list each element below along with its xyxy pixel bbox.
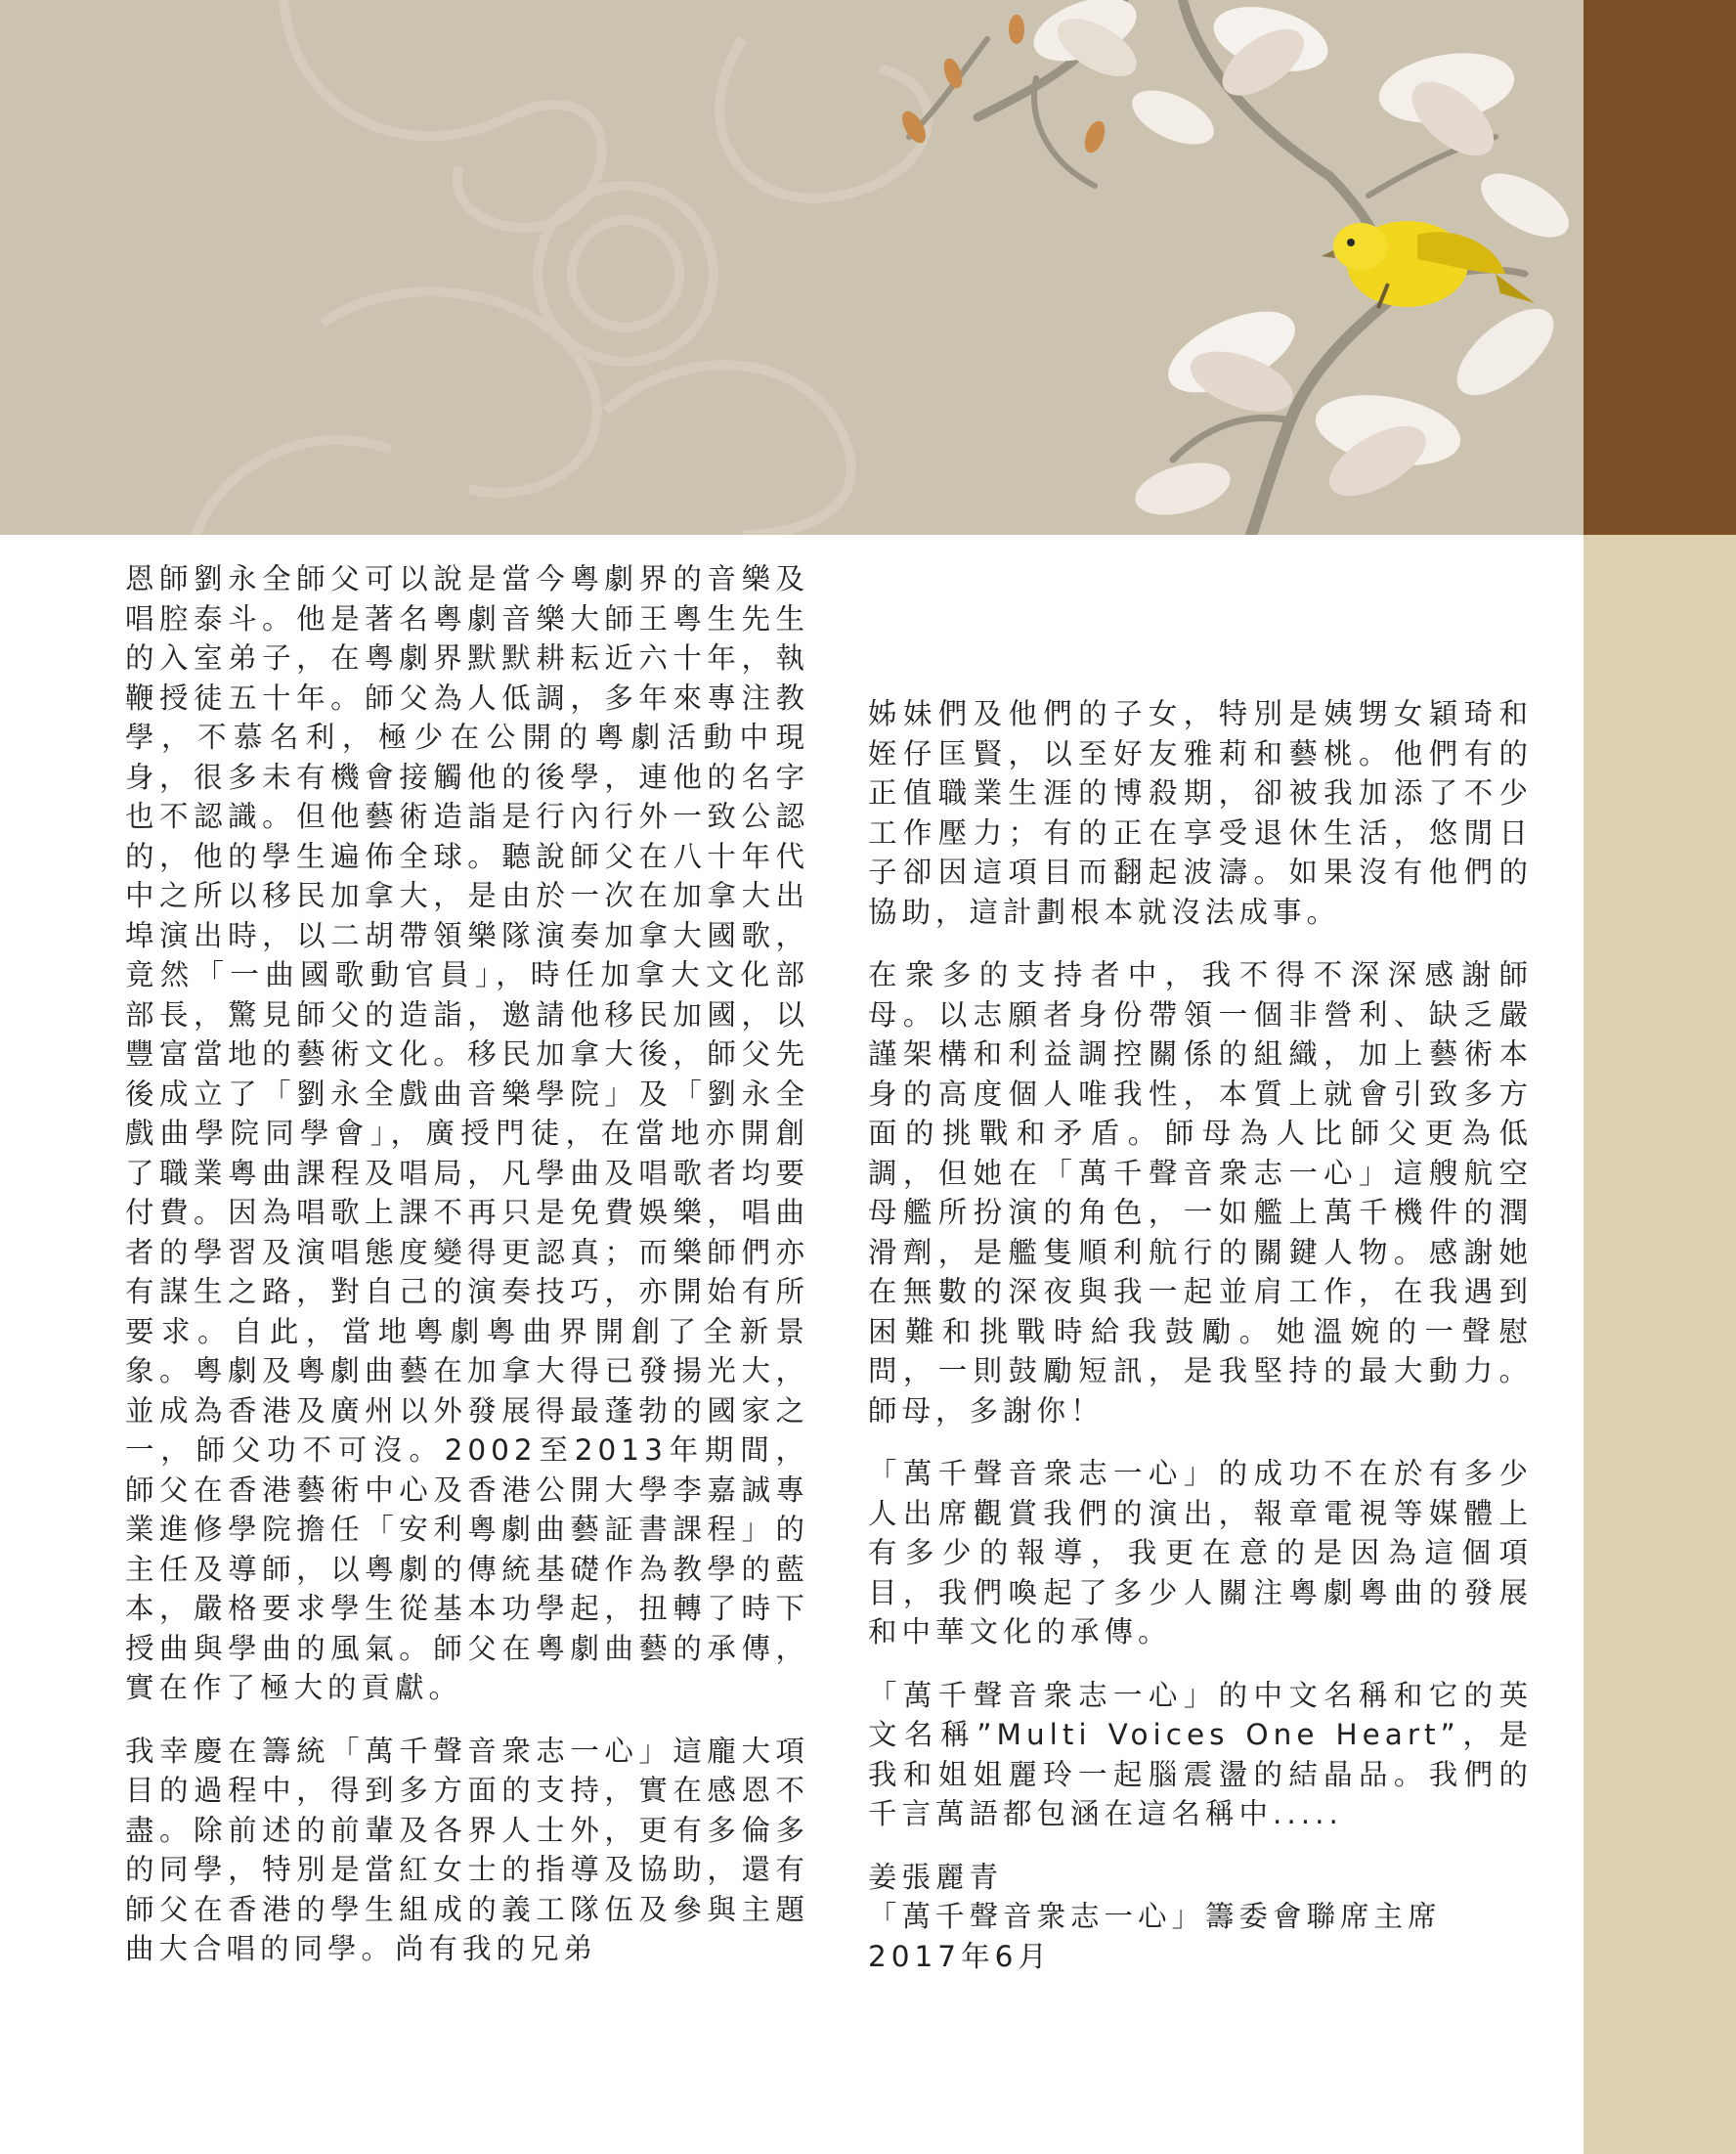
signature-date: 2017年6月: [868, 1939, 1052, 1973]
article-paragraph: 「萬千聲音衆志一心」的中文名稱和它的英文名稱”Multi Voices One Heart”，是我和姐姐麗玲一起腦震盪的結晶品。我們的千言萬語都包涵在這名稱中.....: [868, 1678, 1533, 1830]
article-paragraph: 「萬千聲音衆志一心」的成功不在於有多少人出席觀賞我們的演出，報章電視等媒體上有多少的報導，我更在意的是因為這個項目，我們喚起了多少人關注粵劇粵曲的發展和中華文化的承傳。: [868, 1457, 1533, 1648]
signature-title: 「萬千聲音衆志一心」籌委會聯席主席: [868, 1900, 1442, 1933]
article-column-right: [868, 694, 1533, 1976]
article-paragraph: 在衆多的支持者中，我不得不深深感謝師母。以志願者身份帶領一個非營利、缺乏嚴謹架構和利益調控關係的組織，加上藝術本身的高度個人唯我性，本質上就會引致多方面的挑戰和矛盾。師母為人比師父更為低調，但她在「萬千聲音衆志一心」這艘航空母艦所扮演的角色，一如艦上萬千機件的潤滑劑，是艦隻順利航行的關鍵人物。感謝她在無數的深夜與我一起並肩工作，在我遇到困難和挑戰時給我鼓勵。她溫婉的一聲慰問，一則鼓勵短訊，是我堅持的最大動力。師母，多謝你！: [868, 958, 1533, 1428]
magnolia-bird-illustration: [0, 0, 1584, 535]
signature-name: 姜張麗青: [868, 1860, 1004, 1894]
side-accent-bar-bottom: [1584, 535, 1736, 2154]
article-paragraph: 姊妹們及他們的子女，特別是姨甥女穎琦和姪仔匡賢，以至好友雅莉和藝桃。他們有的正值職業生涯的博殺期，卻被我加添了不少工作壓力；有的正在享受退休生活，悠閒日子卻因這項目而翻起波濤。如果沒有他們的協助，這計劃根本就沒法成事。: [868, 697, 1533, 929]
yellow-bird: [1322, 221, 1535, 308]
side-accent-bar-top: [1584, 0, 1736, 535]
ornament-pattern: [195, 0, 928, 535]
article-paragraph: 恩師劉永全師父可以說是當今粵劇界的音樂及唱腔泰斗。他是著名粵劇音樂大師王粵生先生的入室弟子，在粵劇界默默耕耘近六十年，執鞭授徒五十年。師父為人低調，多年來專注教學，不慕名利，極少在公開的粵劇活動中現身，很多未有機會接觸他的後學，連他的名字也不認識。但他藝術造詣是行內行外一致公認的，他的學生遍佈全球。聽說師父在八十年代中之所以移民加拿大，是由於一次在加拿大出埠演出時，以二胡帶領樂隊演奏加拿大國歌，竟然「一曲國歌動官員」，時任加拿大文化部部長，驚見師父的造詣，邀請他移民加國，以豐富當地的藝術文化。移民加拿大後，師父先後成立了「劉永全戲曲音樂學院」及「劉永全戲曲學院同學會」，廣授門徒，在當地亦開創了職業粵曲課程及唱局，凡學曲及唱歌者均要付費。因為唱歌上課不再只是免費娛樂，唱曲者的學習及演唱態度變得更認真；而樂師們亦有謀生之路，對自己的演奏技巧，亦開始有所要求。自此，當地粵劇粵曲界開創了全新景象。粵劇及粵劇曲藝在加拿大得已發揚光大，並成為香港及廣州以外發展得最蓬勃的國家之一，師父功不可沒。2002至2013年期間，師父在香港藝術中心及香港公開大學李嘉誠專業進修學院擔任「安利粵劇曲藝証書課程」的主任及導師，以粵劇的傳統基礎作為教學的藍本，嚴格要求學生從基本功學起，扭轉了時下授曲與學曲的風氣。師父在粵劇曲藝的承傳，實在作了極大的貢獻。: [125, 562, 809, 1704]
article-column-left: [125, 559, 809, 1993]
article-paragraph: 我幸慶在籌統「萬千聲音衆志一心」這龐大項目的過程中，得到多方面的支持，實在感恩不盡。除前述的前輩及各界人士外，更有多倫多的同學，特別是當紅女士的指導及協助，還有師父在香港的學生組成的義工隊伍及參與主題曲大合唱的同學。尚有我的兄弟: [125, 1734, 809, 1965]
header-banner: [0, 0, 1584, 535]
signature-block: [868, 1858, 1533, 1977]
